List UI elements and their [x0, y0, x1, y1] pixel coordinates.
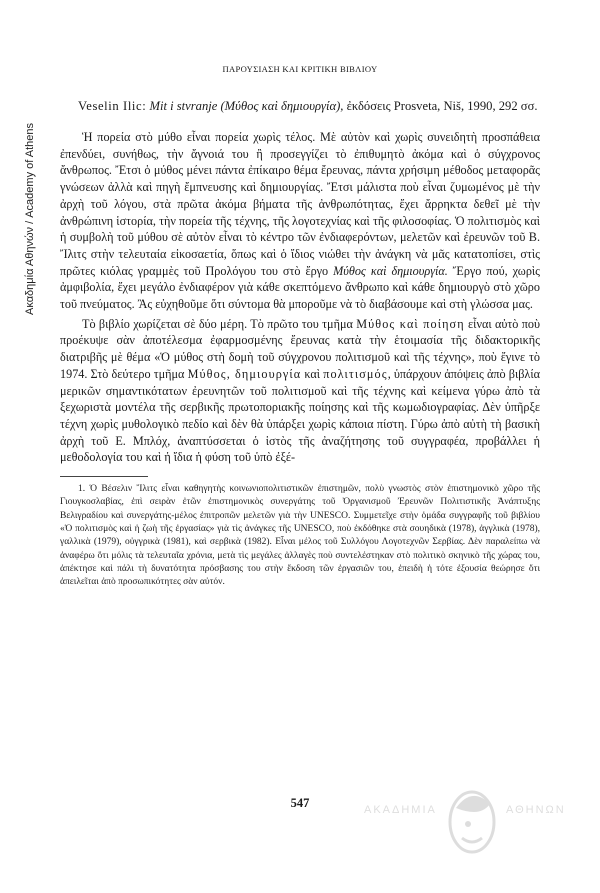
part-one-title: Μύθος καὶ ποίηση	[356, 316, 465, 331]
body-paragraph-1	[60, 129, 540, 313]
archive-side-label: Ακαδημία Αθηνών / Academy of Athens	[24, 122, 36, 315]
paragraph-1-text-a: Ἡ πορεία στὸ μύθο εἶναι πορεία χωρὶς τέλος. Μὲ αὐτὸν καὶ χωρὶς συνειδητὴ προσπάθεια ἐπενδύει, συνήθως, τὴν ἄγνοιά του ἢ προσεγγίζει τὸ ἐπιθυμητὸ ἀκόμα καὶ ὁ σύγχρονος ἄνθρωπος. Ἔτσι ὁ μύθος μένει πάντα ἐπίκαιρο θέμα ἔρευνας, πάντα χρήσιμη μέθοδος μεταφορᾶς γνώσεων ἀλλὰ καὶ πηγὴ ἔμπνευσης καὶ δημιουργίας. Ἔτσι μάλιστα ποὺ εἶναι ζυμωμένος μὲ τὴν ἀρχὴ τοῦ λόγου, στὰ πρῶτα ἀκόμα βήματα τῆς ἀνθρωπότητας, ἔχει ἄρρηκτα δεθεῖ μὲ τὴν ἀνθρώπινη ἱστορία, τὴν πορεία τῆς τέχνης, τῆς λογοτεχνίας καὶ τῆς φιλοσοφίας. Ὁ πολιτισμὸς καὶ ἡ συμβολὴ τοῦ μύθου σὲ αὐτὸν εἶναι τὸ κέντρο τῶν ἐνδιαφερόντων, μελετῶν καὶ ἐρευνῶν τοῦ Β. Ἴλιτς στὴν τελευταία εἰκοσαετία, ὅπως καὶ ὁ ἴδιος νιώθει τὴν ἀνάγκη νὰ μᾶς κατατοπίσει, στὶς πρῶτες κιόλας γραμμὲς τοῦ Προλόγου του στὸ ἔργο	[60, 130, 540, 278]
footnote-divider	[60, 476, 148, 477]
part-two-title-a: Μύθος, δημιουργία	[187, 366, 302, 381]
watermark-text-right: ΑΘΗΝΩΝ	[506, 804, 566, 816]
paragraph-1-text-b: Ἔργο πού, χωρὶς ἀμφιβολία, ἔχει μεγάλο ἐνδιαφέρον γιὰ κάθε σκεπτόμενο ἄνθρωπο καὶ κάθε δημιουργὸ στὸ χῶρο τοῦ πνεύματος. Ἂς εὐχηθοῦμε ὅτι σύντομα θὰ μποροῦμε νὰ τὸ διαβάσουμε καὶ στὴ γλώσσα μας.	[60, 263, 540, 312]
body-paragraph-2	[60, 316, 540, 466]
paragraph-2-text-c: καὶ	[301, 366, 324, 381]
academy-watermark	[360, 780, 580, 860]
citation-publisher: ἐκδόσεις Prosveta, Niš, 1990, 292 σσ.	[343, 99, 538, 113]
paragraph-1-book-title: Μύθος καὶ δημιουργία.	[333, 263, 448, 278]
citation-author: Veselin Ilic:	[78, 99, 147, 113]
running-head: ΠΑΡΟΥΣΙΑΣΗ ΚΑΙ ΚΡΙΤΙΚΗ ΒΙΒΛΙΟΥ	[222, 64, 378, 74]
paragraph-2-text-a: Τὸ βιβλίο χωρίζεται σὲ δύο μέρη. Τὸ πρῶτο του τμῆμα	[82, 316, 357, 331]
citation-title: Mit i stvranje (Μύθος καὶ δημιουργία),	[149, 99, 344, 113]
watermark-text-left: ΑΚΑΔΗΜΙΑ	[364, 804, 437, 816]
part-two-title-b: πολιτισμός	[323, 366, 388, 381]
paragraph-2-text-d: , ὑπάρχουν ἀπόψεις ἀπὸ βιβλία μερικῶν σημαντικότατων ἐρευνητῶν τοῦ πολιτισμοῦ καὶ τῆς τέχνης καὶ κείμενα γύρω ἀπὸ τὰ ξεχωριστὰ μοντέλα τῆς σερβικῆς πρωτοποριακῆς ποίησης καὶ τῆς κωμωδιογραφίας. Δὲν ὑπῆρξε τέχνη χωρὶς μυθολογικὸ πεδίο καὶ δὲν θὰ ὑπάρξει χωρὶς κάποια πίστη. Γύρω ἀπὸ αὐτὴ τὴ βασικὴ ἀρχὴ τοῦ Ε. Μπλόχ, ἀναπτύσσεται ὁ ἱστὸς τῆς ἀναζήτησης τοῦ συγγραφέα, προβάλλει ἡ μεθοδολογία του καὶ ἡ ἴδια ἡ φύση τοῦ ὑπὸ ἐξέ-	[60, 366, 540, 465]
footnote: 1. Ὁ Βέσελιν Ἴλιτς εἶναι καθηγητὴς κοινωνιοπολιτιστικῶν ἐπιστημῶν, πολὺ γνωστὸς στὸν ἐπιστημονικὸ χῶρο τῆς Γιουγκοσλαβίας, ἐπὶ σειρὰν ἐτῶν ἐπιστημονικὸς συνεργάτης τοῦ Ὀργανισμοῦ Ἐρευνῶν Πολιτιστικῆς Ἀνάπτυξης Βελιγραδίου καὶ συνεργάτης-μέλος ἐπιτροπῶν μελετῶν γιὰ τὴν UNESCO. Συμμετεῖχε στὴν ὁμάδα συγγραφῆς τοῦ βιβλίου «Ὁ πολιτισμὸς καὶ ἡ ζωὴ τῆς ἐργασίας» γιὰ τὶς ἀνάγκες τῆς UNESCO, ποὺ ἐκδόθηκε στὰ σουηδικὰ (1978), ἀγγλικὰ (1978), γαλλικὰ (1979), οὐγγρικὰ (1981), καὶ σερβικὰ (1982). Εἶναι μέλος τοῦ Συλλόγου Λογοτεχνῶν Σερβίας. Δὲν παραλείπω νὰ ἀναφέρω ὅτι μόλις τὰ τελευταῖα χρόνια, μετὰ τὶς μεγάλες ἀλλαγὲς ποὺ συντελέστηκαν στὸ πολιτικὸ σκηνικὸ τῆς χώρας του, ἀπέκτησε καὶ πάλι τὴ δυνατότητα πρόσβασης του στὴν ἔκδοση τῶν ἐργασιῶν του, ἐπειδὴ ἡ τότε ἐξουσία θεώρησε ὅτι ἀπειλεῖται ἀπὸ προσωπικότητες σὰν αὐτόν.	[60, 484, 540, 588]
book-citation	[60, 97, 540, 115]
page-number: 547	[290, 796, 310, 810]
athena-head-icon	[444, 782, 500, 858]
paragraph-2-text-b: εἶναι αὐτὸ ποὺ προέκυψε σὰν ἀποτέλεσμα ἐφαρμοσμένης ἔρευνας κατὰ τὴν ἑτοιμασία τῆς διδακτορικῆς διατριβῆς μὲ θέμα «Ὁ μύθος στὴ δομὴ τοῦ σύγχρονου πολιτισμοῦ καὶ τῆς τέχνης», ποὺ ἔγινε τὸ 1974. Στὸ δεύτερο τμῆμα	[60, 316, 541, 381]
